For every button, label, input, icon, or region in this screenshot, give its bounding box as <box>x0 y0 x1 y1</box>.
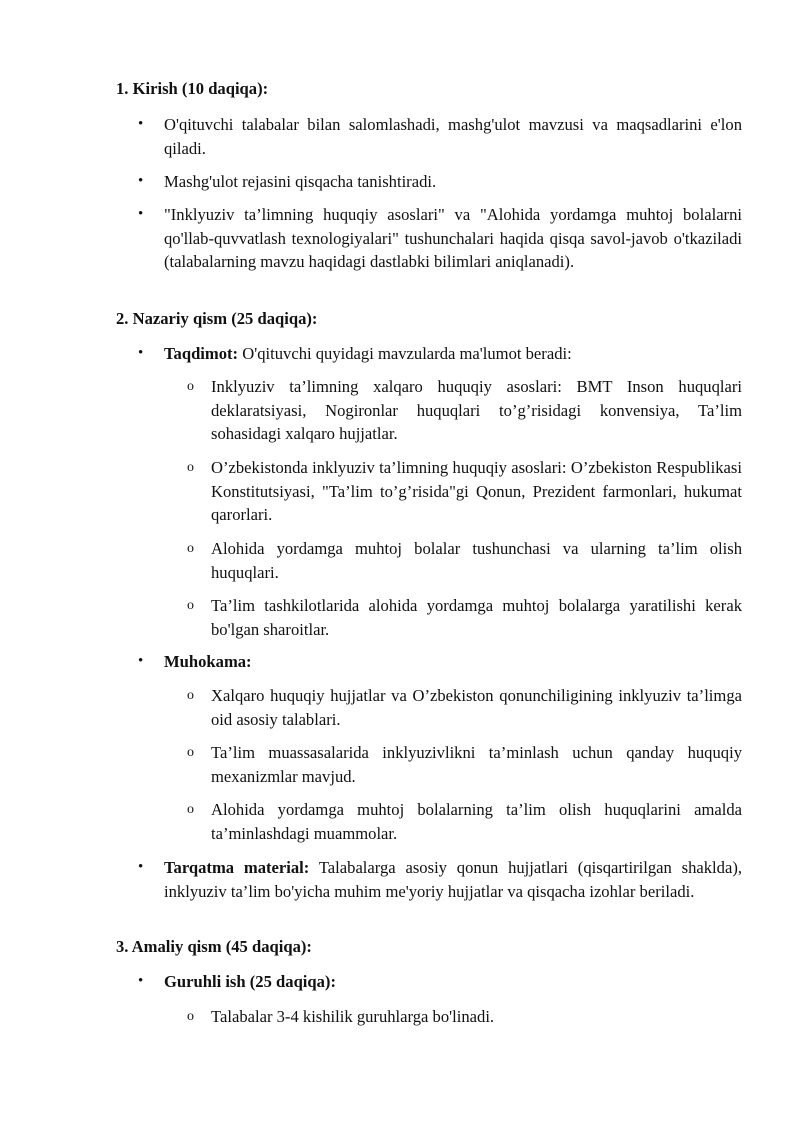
list-item <box>138 170 742 194</box>
list-item <box>138 203 742 274</box>
list-item-taqdimot <box>138 342 742 366</box>
sub-list-item-text: Alohida yordamga muhtoj bolalarning ta’lim olish huquqlarini amalda ta’minlashdagi muammolar. <box>211 800 742 843</box>
section-heading-nazariy: 2. Nazariy qism (25 daqiqa): <box>116 309 318 328</box>
sub-list-item <box>187 375 742 446</box>
sub-list-item <box>187 741 742 788</box>
list-item-text: Talabalarga asosiy qonun hujjatlari (qisqartirilgan shaklda), inklyuziv ta’lim bo'yicha muhim me'yoriy hujjatlar va qisqacha izohlar beriladi. <box>164 858 742 901</box>
section-heading-amaliy: 3. Amaliy qism (45 daqiqa): <box>116 937 312 956</box>
sub-marker: o <box>187 598 194 613</box>
sub-marker: o <box>187 1009 194 1024</box>
bullet-marker: • <box>138 173 144 189</box>
sub-marker: o <box>187 688 194 703</box>
list-item-text: "Inklyuziv ta’limning huquqiy asoslari" va "Alohida yordamga muhtoj bolalarni qo'llab-quvvatlash texnologiyalari" tushunchalari haqida qisqa savol-javob o'tkaziladi (talabalarning mavzu haqidagi dastlabki bilimlari aniqlanadi). <box>164 205 742 271</box>
sub-list-item-text: Inklyuziv ta’limning xalqaro huquqiy asoslari: BMT Inson huquqlari deklaratsiyasi, Nogironlar huquqlari to’g’risidagi konvensiya, Ta’lim sohasidagi xalqaro hujjatlar. <box>211 377 742 443</box>
bullet-marker: • <box>138 653 144 669</box>
sub-list-item <box>187 798 742 845</box>
sub-list-item <box>187 594 742 641</box>
sub-list-item <box>187 456 742 527</box>
bullet-marker: • <box>138 859 144 875</box>
list-item-lead: Tarqatma material: <box>164 858 310 877</box>
sub-list-item-text: Ta’lim muassasalarida inklyuzivlikni ta’minlash uchun qanday huquqiy mexanizmlar mavjud. <box>211 743 742 786</box>
list-item-text: O'qituvchi quyidagi mavzularda ma'lumot beradi: <box>238 344 572 363</box>
sub-list-item-text: Alohida yordamga muhtoj bolalar tushunchasi va ularning ta’lim olish huquqlari. <box>211 539 742 582</box>
sub-list-item <box>187 537 742 584</box>
list-item-text: Mashg'ulot rejasini qisqacha tanishtiradi. <box>164 172 437 191</box>
bullet-marker: • <box>138 345 144 361</box>
sub-list-item-text: Talabalar 3-4 kishilik guruhlarga bo'linadi. <box>211 1007 495 1026</box>
list-item-muhokama <box>138 650 742 674</box>
sub-marker: o <box>187 802 194 817</box>
sub-list-item <box>187 1005 742 1029</box>
bullet-marker: • <box>138 206 144 222</box>
bullet-marker: • <box>138 973 144 989</box>
list-item-lead: Muhokama: <box>164 652 252 671</box>
list-item-lead: Taqdimot: <box>164 344 239 363</box>
list-item-lead: Guruhli ish (25 daqiqa): <box>164 972 336 991</box>
list-item <box>138 113 742 160</box>
sub-marker: o <box>187 541 194 556</box>
sub-list-item-text: O’zbekistonda inklyuziv ta’limning huquqiy asoslari: O’zbekiston Respublikasi Konstitutsiyasi, "Ta’lim to’g’risida"gi Qonun, Prezident farmonlari, hukumat qarorlari. <box>211 458 742 524</box>
list-item-guruhli <box>138 970 742 994</box>
sub-list-item-text: Xalqaro huquqiy hujjatlar va O’zbekiston qonunchiligining inklyuziv ta’limga oid asosiy talablari. <box>211 686 742 729</box>
sub-marker: o <box>187 379 194 394</box>
sub-list-item-text: Ta’lim tashkilotlarida alohida yordamga muhtoj bolalarga yaratilishi kerak bo'lgan sharoitlar. <box>211 596 742 639</box>
sub-list-item <box>187 684 742 731</box>
sub-marker: o <box>187 745 194 760</box>
list-item-tarqatma <box>138 856 742 903</box>
section-heading-kirish: 1. Kirish (10 daqiqa): <box>116 79 269 98</box>
list-item-text: O'qituvchi talabalar bilan salomlashadi, mashg'ulot mavzusi va maqsadlarini e'lon qiladi. <box>164 115 742 158</box>
sub-marker: o <box>187 460 194 475</box>
bullet-marker: • <box>138 116 144 132</box>
